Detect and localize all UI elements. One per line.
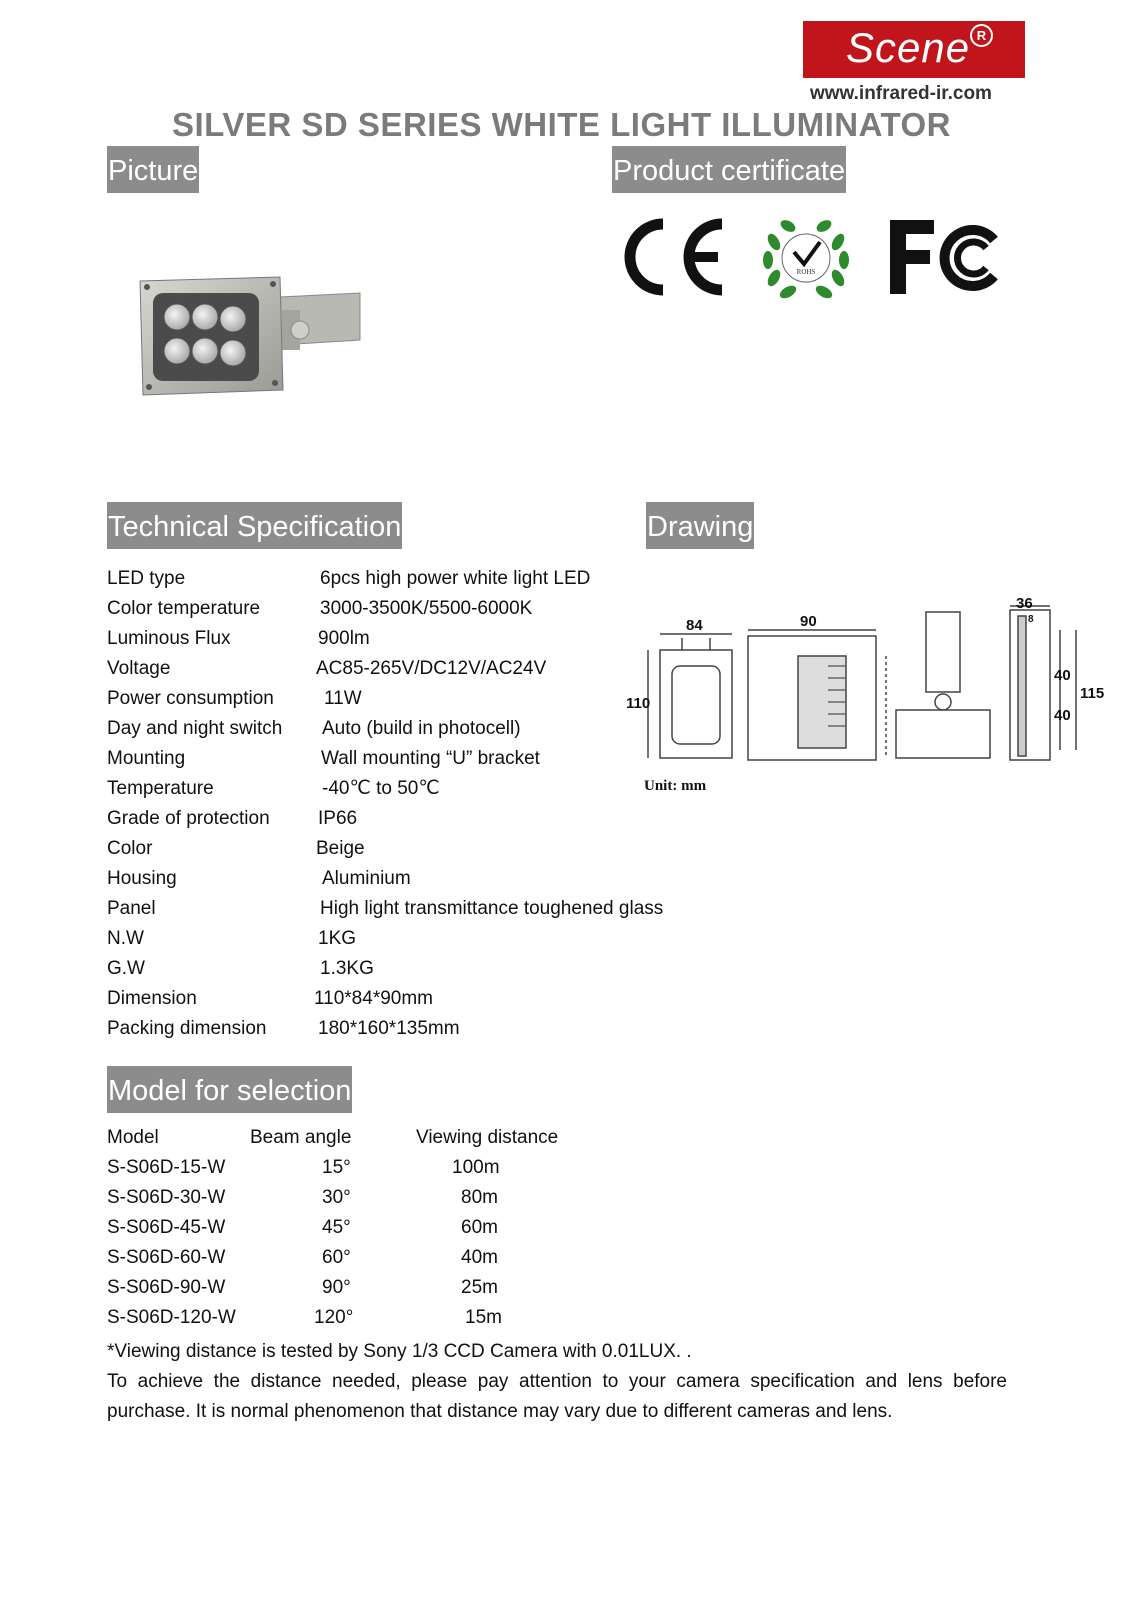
registered-mark: R xyxy=(970,24,993,47)
brand-name: Scene xyxy=(846,24,971,71)
spec-label: Color temperature xyxy=(107,598,261,619)
viewing-distance: 25m xyxy=(461,1277,498,1298)
model-name: S-S06D-120-W xyxy=(107,1307,236,1328)
spec-value: IP66 xyxy=(318,808,358,829)
svg-text:84: 84 xyxy=(686,617,703,634)
spec-value: 1KG xyxy=(318,928,357,949)
section-certificate: Product certificate xyxy=(612,146,846,193)
spec-label: Grade of protection xyxy=(107,808,270,829)
spec-label: Panel xyxy=(107,898,156,919)
product-image xyxy=(135,275,365,410)
section-drawing: Drawing xyxy=(646,502,754,549)
section-picture: Picture xyxy=(107,146,199,193)
svg-text:40: 40 xyxy=(1054,667,1071,684)
spec-label: Voltage xyxy=(107,658,171,679)
spec-value: Wall mounting “U” bracket xyxy=(321,748,540,769)
svg-text:40: 40 xyxy=(1054,707,1071,724)
model-name: S-S06D-15-W xyxy=(107,1157,226,1178)
model-column-header: Model xyxy=(107,1127,159,1148)
spec-value: Aluminium xyxy=(322,868,411,889)
spec-value: 110*84*90mm xyxy=(314,988,434,1009)
viewing-distance: 15m xyxy=(465,1307,502,1328)
fcc-mark-icon xyxy=(890,220,1008,301)
spec-value: 11W xyxy=(324,688,362,709)
beam-angle: 15° xyxy=(322,1157,351,1178)
spec-label: LED type xyxy=(107,568,186,589)
spec-label: Luminous Flux xyxy=(107,628,231,649)
spec-label: Housing xyxy=(107,868,177,889)
spec-value: Auto (build in photocell) xyxy=(322,718,521,739)
spec-value: 900lm xyxy=(318,628,370,649)
svg-text:36: 36 xyxy=(1016,595,1033,612)
spec-value: 180*160*135mm xyxy=(318,1018,460,1039)
spec-label: G.W xyxy=(107,958,145,979)
beam-angle: 30° xyxy=(322,1187,351,1208)
page-title: SILVER SD SERIES WHITE LIGHT ILLUMINATOR xyxy=(172,106,952,143)
svg-text:CE: CE xyxy=(618,212,620,213)
spec-value: Beige xyxy=(316,838,365,859)
beam-angle: 120° xyxy=(314,1307,354,1328)
svg-text:Unit: mm: Unit: mm xyxy=(644,778,707,794)
spec-value: High light transmittance toughened glass xyxy=(320,898,664,919)
spec-value: -40℃ to 50℃ xyxy=(322,778,440,799)
spec-value: AC85-265V/DC12V/AC24V xyxy=(316,658,547,679)
beam-angle-column-header: Beam angle xyxy=(250,1127,352,1148)
spec-label: Day and night switch xyxy=(107,718,283,739)
website-url: www.infrared-ir.com xyxy=(810,83,992,104)
model-name: S-S06D-60-W xyxy=(107,1247,226,1268)
beam-angle: 60° xyxy=(322,1247,351,1268)
spec-label: Temperature xyxy=(107,778,214,799)
svg-text:8: 8 xyxy=(1028,614,1034,625)
viewing-distance-column-header: Viewing distance xyxy=(416,1127,559,1148)
spec-label: N.W xyxy=(107,928,144,949)
spec-value: 1.3KG xyxy=(320,958,374,979)
svg-text:110: 110 xyxy=(626,695,651,712)
model-name: S-S06D-90-W xyxy=(107,1277,226,1298)
dimension-drawing xyxy=(626,595,1105,830)
viewing-distance: 80m xyxy=(461,1187,498,1208)
spec-label: Color xyxy=(107,838,153,859)
model-name: S-S06D-30-W xyxy=(107,1187,226,1208)
svg-text:115: 115 xyxy=(1080,685,1105,702)
section-model-selection: Model for selection xyxy=(107,1066,352,1113)
spec-label: Power consumption xyxy=(107,688,274,709)
spec-label: Dimension xyxy=(107,988,197,1009)
beam-angle: 45° xyxy=(322,1217,351,1238)
svg-text:ROHS: ROHS xyxy=(796,268,816,276)
footnote: *Viewing distance is tested by Sony 1/3 CCD Camera with 0.01LUX. . xyxy=(107,1341,692,1362)
rohs-mark-icon xyxy=(758,212,854,307)
section-tech-spec: Technical Specification xyxy=(107,502,402,549)
spec-label: Packing dimension xyxy=(107,1018,267,1039)
viewing-distance: 40m xyxy=(461,1247,498,1268)
viewing-distance: 60m xyxy=(461,1217,498,1238)
disclaimer-paragraph: To achieve the distance needed, please pay attention to your camera specification and lens before purchase. It is normal phenomenon that distance may vary due to different cameras and lens. xyxy=(107,1371,1007,1422)
svg-text:90: 90 xyxy=(800,613,817,630)
model-name: S-S06D-45-W xyxy=(107,1217,226,1238)
viewing-distance: 100m xyxy=(452,1157,500,1178)
spec-label: Mounting xyxy=(107,748,186,769)
spec-value: 6pcs high power white light LED xyxy=(320,568,591,589)
ce-mark-icon xyxy=(618,212,728,307)
beam-angle: 90° xyxy=(322,1277,351,1298)
spec-value: 3000-3500K/5500-6000K xyxy=(320,598,533,619)
